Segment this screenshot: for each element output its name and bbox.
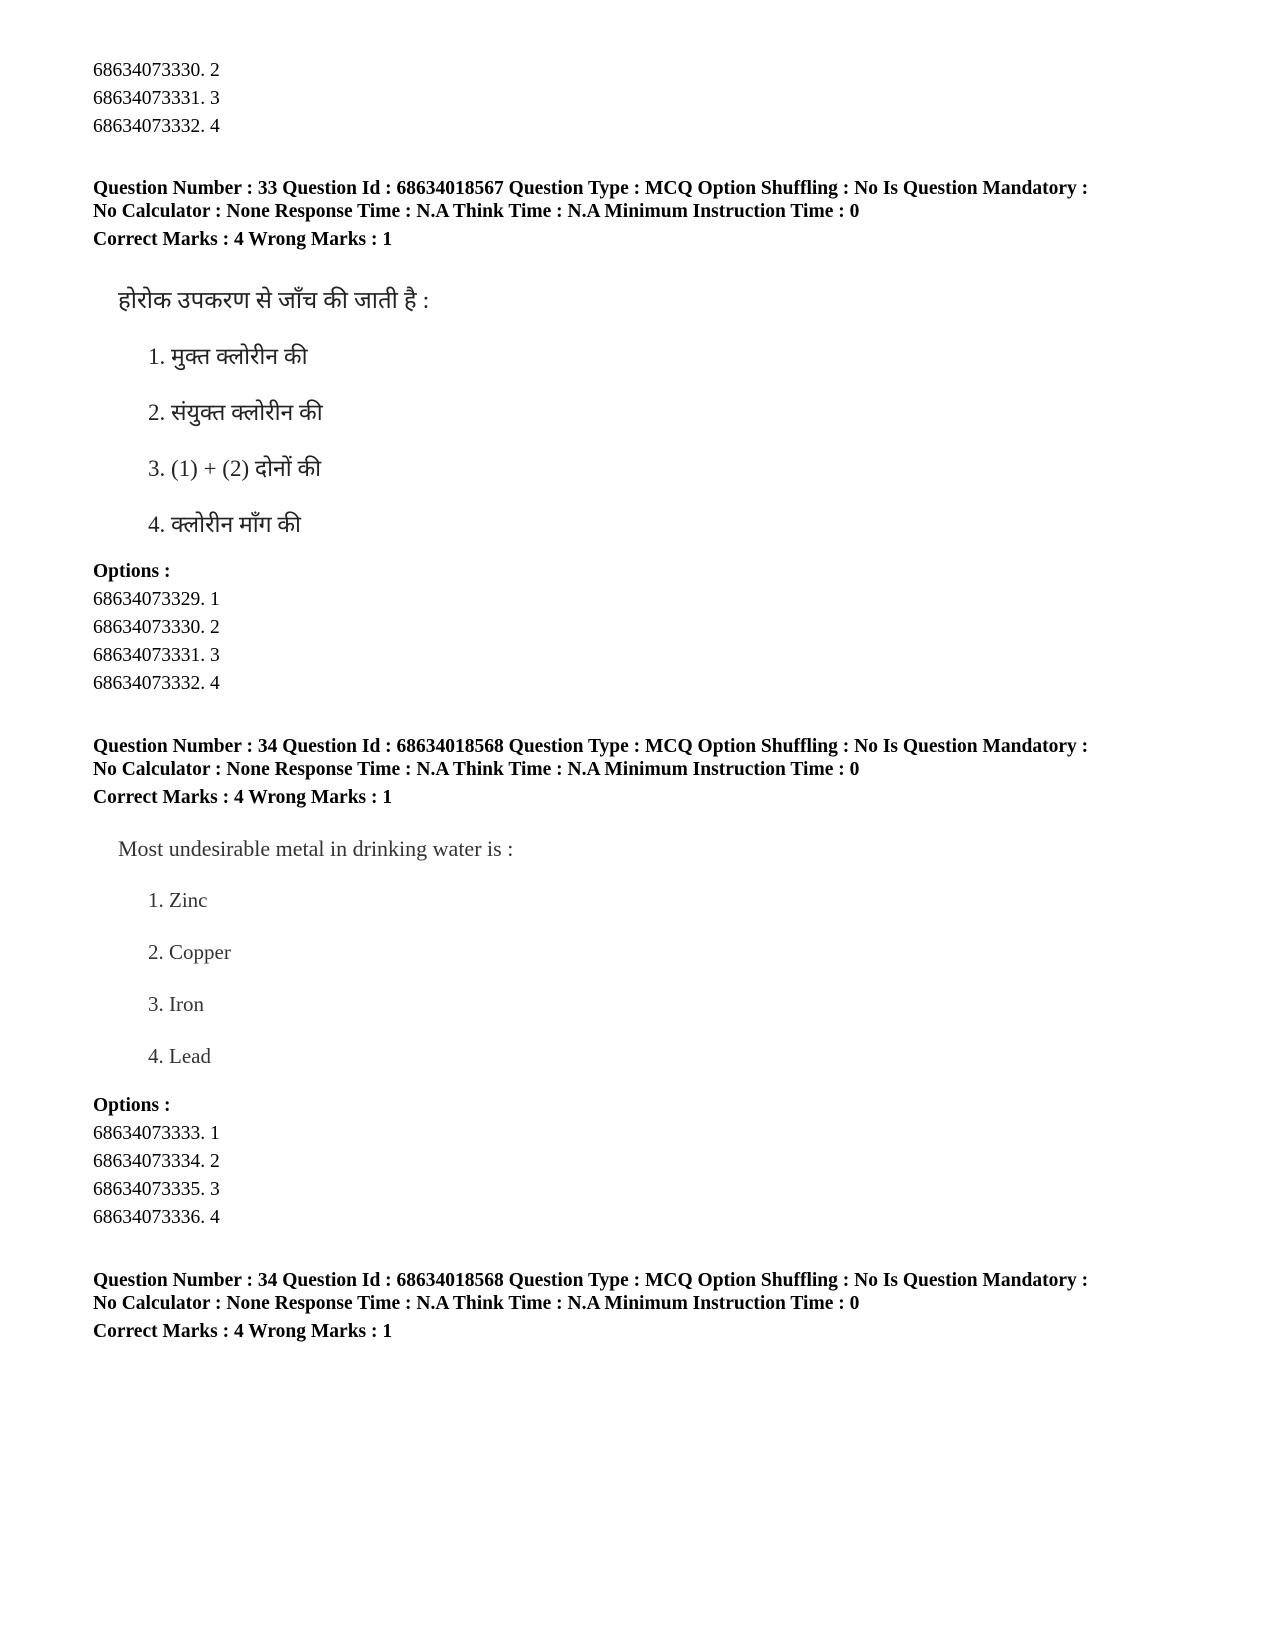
question-34-meta-line2: No Calculator : None Response Time : N.A Think Time : N.A Minimum Instruction Time : 0 (93, 759, 860, 780)
question-33-options-label: Options : (93, 561, 171, 582)
question-33-meta-line2: No Calculator : None Response Time : N.A Think Time : N.A Minimum Instruction Time : 0 (93, 201, 860, 222)
question-33-text: होरोक उपकरण से जाँच की जाती है : (118, 288, 430, 314)
question-33-option: 68634073330. 2 (93, 617, 220, 638)
question-34-repeat-meta-line2: No Calculator : None Response Time : N.A Think Time : N.A Minimum Instruction Time : 0 (93, 1293, 860, 1314)
question-33-option: 68634073332. 4 (93, 673, 220, 694)
question-34-meta-line1: Question Number : 34 Question Id : 68634018568 Question Type : MCQ Option Shuffling : No Is Question Mandatory : (93, 736, 1089, 757)
question-33-choice-3: 3. (1) + (2) दोनों की (148, 456, 322, 481)
question-34-text: Most undesirable metal in drinking water is : (118, 836, 514, 861)
question-33-marks: Correct Marks : 4 Wrong Marks : 1 (93, 229, 393, 250)
question-34-option: 68634073333. 1 (93, 1123, 220, 1144)
question-33-option: 68634073331. 3 (93, 645, 220, 666)
question-34-options-label: Options : (93, 1095, 171, 1116)
question-34-marks: Correct Marks : 4 Wrong Marks : 1 (93, 787, 393, 808)
question-33-meta-line1: Question Number : 33 Question Id : 68634018567 Question Type : MCQ Option Shuffling : No Is Question Mandatory : (93, 178, 1089, 199)
option-line: 68634073332. 4 (93, 116, 220, 137)
question-34-repeat-meta-line1: Question Number : 34 Question Id : 68634018568 Question Type : MCQ Option Shuffling : No Is Question Mandatory : (93, 1270, 1089, 1291)
question-34-option: 68634073335. 3 (93, 1179, 220, 1200)
question-34-choice-4: 4. Lead (148, 1044, 211, 1068)
question-34-option: 68634073334. 2 (93, 1151, 220, 1172)
question-33-choice-4: 4. क्लोरीन माँग की (148, 512, 301, 537)
option-line: 68634073331. 3 (93, 88, 220, 109)
question-33-choice-1: 1. मुक्त क्लोरीन की (148, 344, 308, 369)
question-34-choice-1: 1. Zinc (148, 888, 208, 912)
question-34-choice-3: 3. Iron (148, 992, 204, 1016)
question-34-choice-2: 2. Copper (148, 940, 231, 964)
question-33-option: 68634073329. 1 (93, 589, 220, 610)
question-34-option: 68634073336. 4 (93, 1207, 220, 1228)
option-line: 68634073330. 2 (93, 60, 220, 81)
question-33-choice-2: 2. संयुक्त क्लोरीन की (148, 400, 323, 425)
question-34-repeat-marks: Correct Marks : 4 Wrong Marks : 1 (93, 1321, 393, 1342)
